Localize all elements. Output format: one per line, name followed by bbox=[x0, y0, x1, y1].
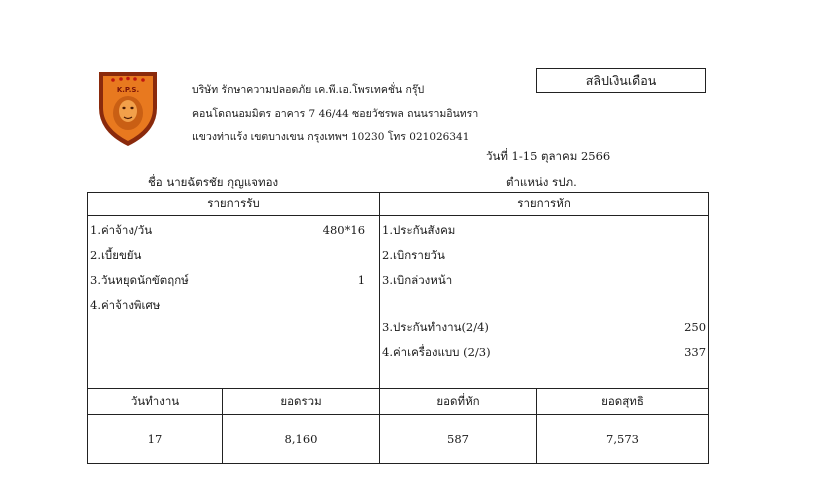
deduction-header: รายการหัก bbox=[380, 193, 709, 216]
company-logo bbox=[95, 68, 161, 148]
employee-position: ตำแหน่ง รปภ. bbox=[506, 175, 577, 189]
income-item bbox=[90, 296, 377, 314]
company-address-line2: แขวงท่าแร้ง เขตบางเขน กรุงเทพฯ 10230 โทร 021026341 bbox=[192, 131, 470, 143]
income-item-value: 1 bbox=[357, 273, 366, 287]
logo-text: K.P.S. bbox=[116, 86, 140, 94]
shield-logo-icon bbox=[95, 68, 161, 148]
income-item-label: 1.ค่าจ้าง/วัน bbox=[90, 223, 153, 237]
deduction-item-label: 3.ประกันทำงาน(2/4) bbox=[382, 320, 489, 334]
payslip-table bbox=[87, 192, 709, 464]
income-item-value: 480*16 bbox=[322, 223, 366, 237]
deduction-item bbox=[382, 271, 706, 289]
summary-header-deducted: ยอดที่หัก bbox=[380, 389, 537, 415]
income-item bbox=[90, 221, 377, 239]
employee-name: ชื่อ นายฉัตรชัย กุญแจทอง bbox=[148, 175, 279, 189]
deduction-item bbox=[382, 246, 706, 264]
deduction-item bbox=[382, 343, 706, 361]
company-name: บริษัท รักษาความปลอดภัย เค.พี.เอ.โพรเทคชั่น กรุ๊ป bbox=[192, 84, 425, 96]
slip-title: สลิปเงินเดือน bbox=[536, 68, 706, 93]
summary-value-net: 7,573 bbox=[537, 415, 709, 464]
income-item-label: 4.ค่าจ้างพิเศษ bbox=[90, 298, 161, 312]
income-item bbox=[90, 271, 377, 289]
income-item-label: 2.เบี้ยขยัน bbox=[90, 248, 142, 262]
summary-header-net: ยอดสุทธิ bbox=[537, 389, 709, 415]
deduction-item-label: 2.เบิกรายวัน bbox=[382, 248, 445, 262]
deduction-item bbox=[382, 221, 706, 239]
company-address-line1: คอนโดถนอมมิตร อาคาร 7 46/44 ซอยวัชรพล ถนนรามอินทรา bbox=[192, 108, 479, 120]
income-items bbox=[88, 216, 380, 389]
deduction-item bbox=[382, 318, 706, 336]
summary-value-deducted: 587 bbox=[380, 415, 537, 464]
summary-value-workdays: 17 bbox=[88, 415, 223, 464]
summary-header-gross: ยอดรวม bbox=[223, 389, 380, 415]
deduction-item-value: 250 bbox=[684, 320, 707, 334]
summary-value-gross: 8,160 bbox=[223, 415, 380, 464]
income-item-label: 3.วันหยุดนักขัตฤกษ์ bbox=[90, 273, 189, 287]
deduction-item-value: 337 bbox=[684, 345, 707, 359]
summary-header-workdays: วันทำงาน bbox=[88, 389, 223, 415]
deduction-item-label: 4.ค่าเครื่องแบบ (2/3) bbox=[382, 345, 491, 359]
income-item bbox=[90, 246, 377, 264]
income-header: รายการรับ bbox=[88, 193, 380, 216]
deduction-items bbox=[380, 216, 709, 389]
pay-period: วันที่ 1-15 ตุลาคม 2566 bbox=[486, 149, 611, 163]
deduction-item-label: 1.ประกันสังคม bbox=[382, 223, 456, 237]
deduction-item-label: 3.เบิกล่วงหน้า bbox=[382, 273, 453, 287]
